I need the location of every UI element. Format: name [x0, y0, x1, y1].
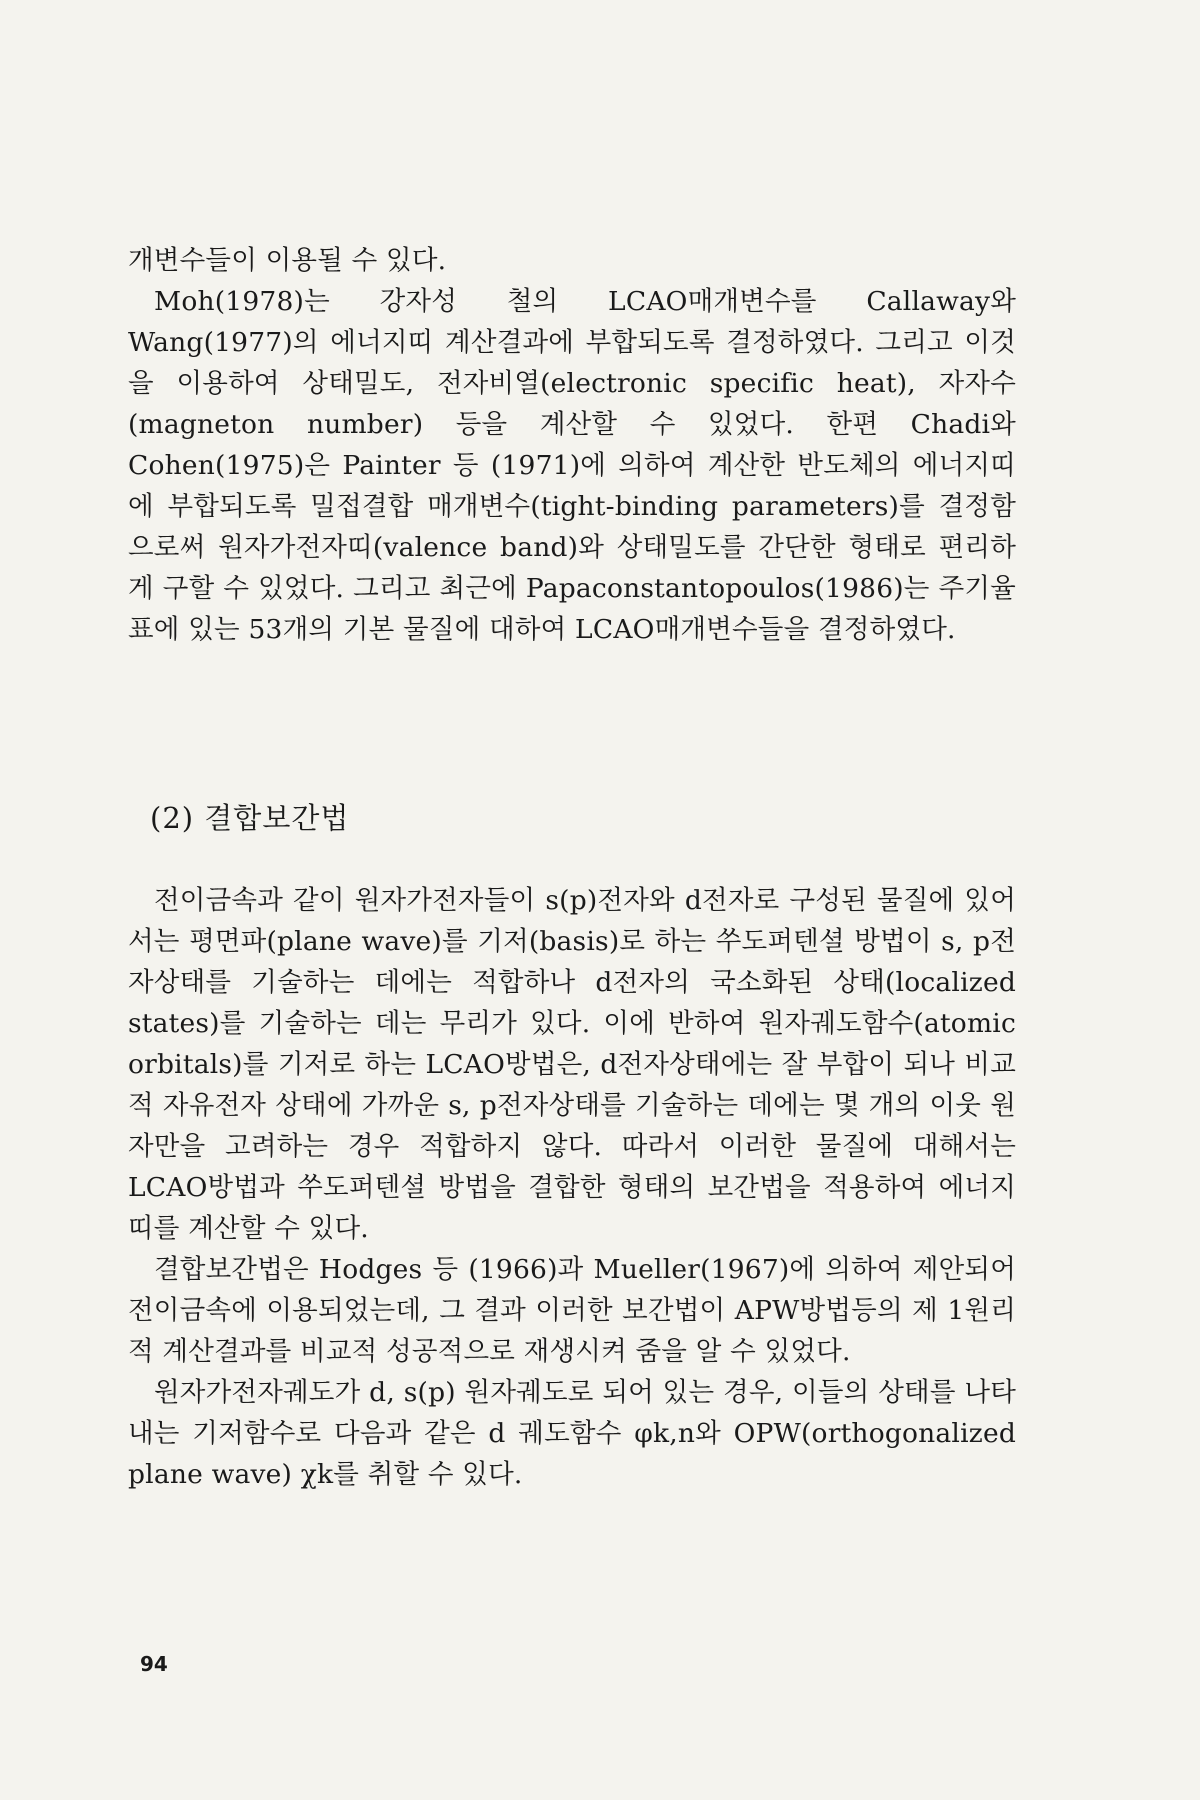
- body-paragraph-2: 결합보간법은 Hodges 등 (1966)과 Mueller(1967)에 의하여 제안되어 전이금속에 이용되었는데, 그 결과 이러한 보간법이 APW방법등의 제 1원리적 계산결과를 비교적 성공적으로 재생시켜 줌을 알 수 있었다.: [128, 1254, 1016, 1367]
- page-number: 94: [140, 1652, 168, 1676]
- continuation-paragraph: 개변수들이 이용될 수 있다.: [128, 245, 447, 276]
- section-body: [128, 880, 1016, 1495]
- body-paragraph-3: 원자가전자궤도가 d, s(p) 원자궤도로 되어 있는 경우, 이들의 상태를 나타내는 기저함수로 다음과 같은 d 궤도함수 φk,n와 OPW(orthogonalized plane wave) χk를 취할 수 있다.: [128, 1377, 1016, 1490]
- body-paragraph-1: 전이금속과 같이 원자가전자들이 s(p)전자와 d전자로 구성된 물질에 있어서는 평면파(plane wave)를 기저(basis)로 하는 쑤도퍼텐셜 방법이 s, p전자상태를 기술하는 데에는 적합하나 d전자의 국소화된 상태(localized states)를 기술하는 데는 무리가 있다. 이에 반하여 원자궤도함수(atomic orbitals)를 기저로 하는 LCAO방법은, d전자상태에는 잘 부합이 되나 비교적 자유전자 상태에 가까운 s, p전자상태를 기술하는 데에는 몇 개의 이웃 원자만을 고려하는 경우 적합하지 않다. 따라서 이러한 물질에 대해서는 LCAO방법과 쑤도퍼텐셜 방법을 결합한 형태의 보간법을 적용하여 에너지띠를 계산할 수 있다.: [128, 885, 1016, 1244]
- intro-paragraph: Moh(1978)는 강자성 철의 LCAO매개변수를 Callaway와 Wang(1977)의 에너지띠 계산결과에 부합되도록 결정하였다. 그리고 이것을 이용하여 상태밀도, 전자비열(electronic specific heat), 자자수(magneton number) 등을 계산할 수 있었다. 한편 Chadi와 Cohen(1975)은 Painter 등 (1971)에 의하여 계산한 반도체의 에너지띠에 부합되도록 밀접결합 매개변수(tight-binding parameters)를 결정함으로써 원자가전자띠(valence band)와 상태밀도를 간단한 형태로 편리하게 구할 수 있었다. 그리고 최근에 Papaconstantopoulos(1986)는 주기율표에 있는 53개의 기본 물질에 대하여 LCAO매개변수들을 결정하였다.: [128, 286, 1016, 645]
- upper-text-block: [128, 240, 1016, 650]
- section-heading: (2) 결합보간법: [150, 801, 350, 835]
